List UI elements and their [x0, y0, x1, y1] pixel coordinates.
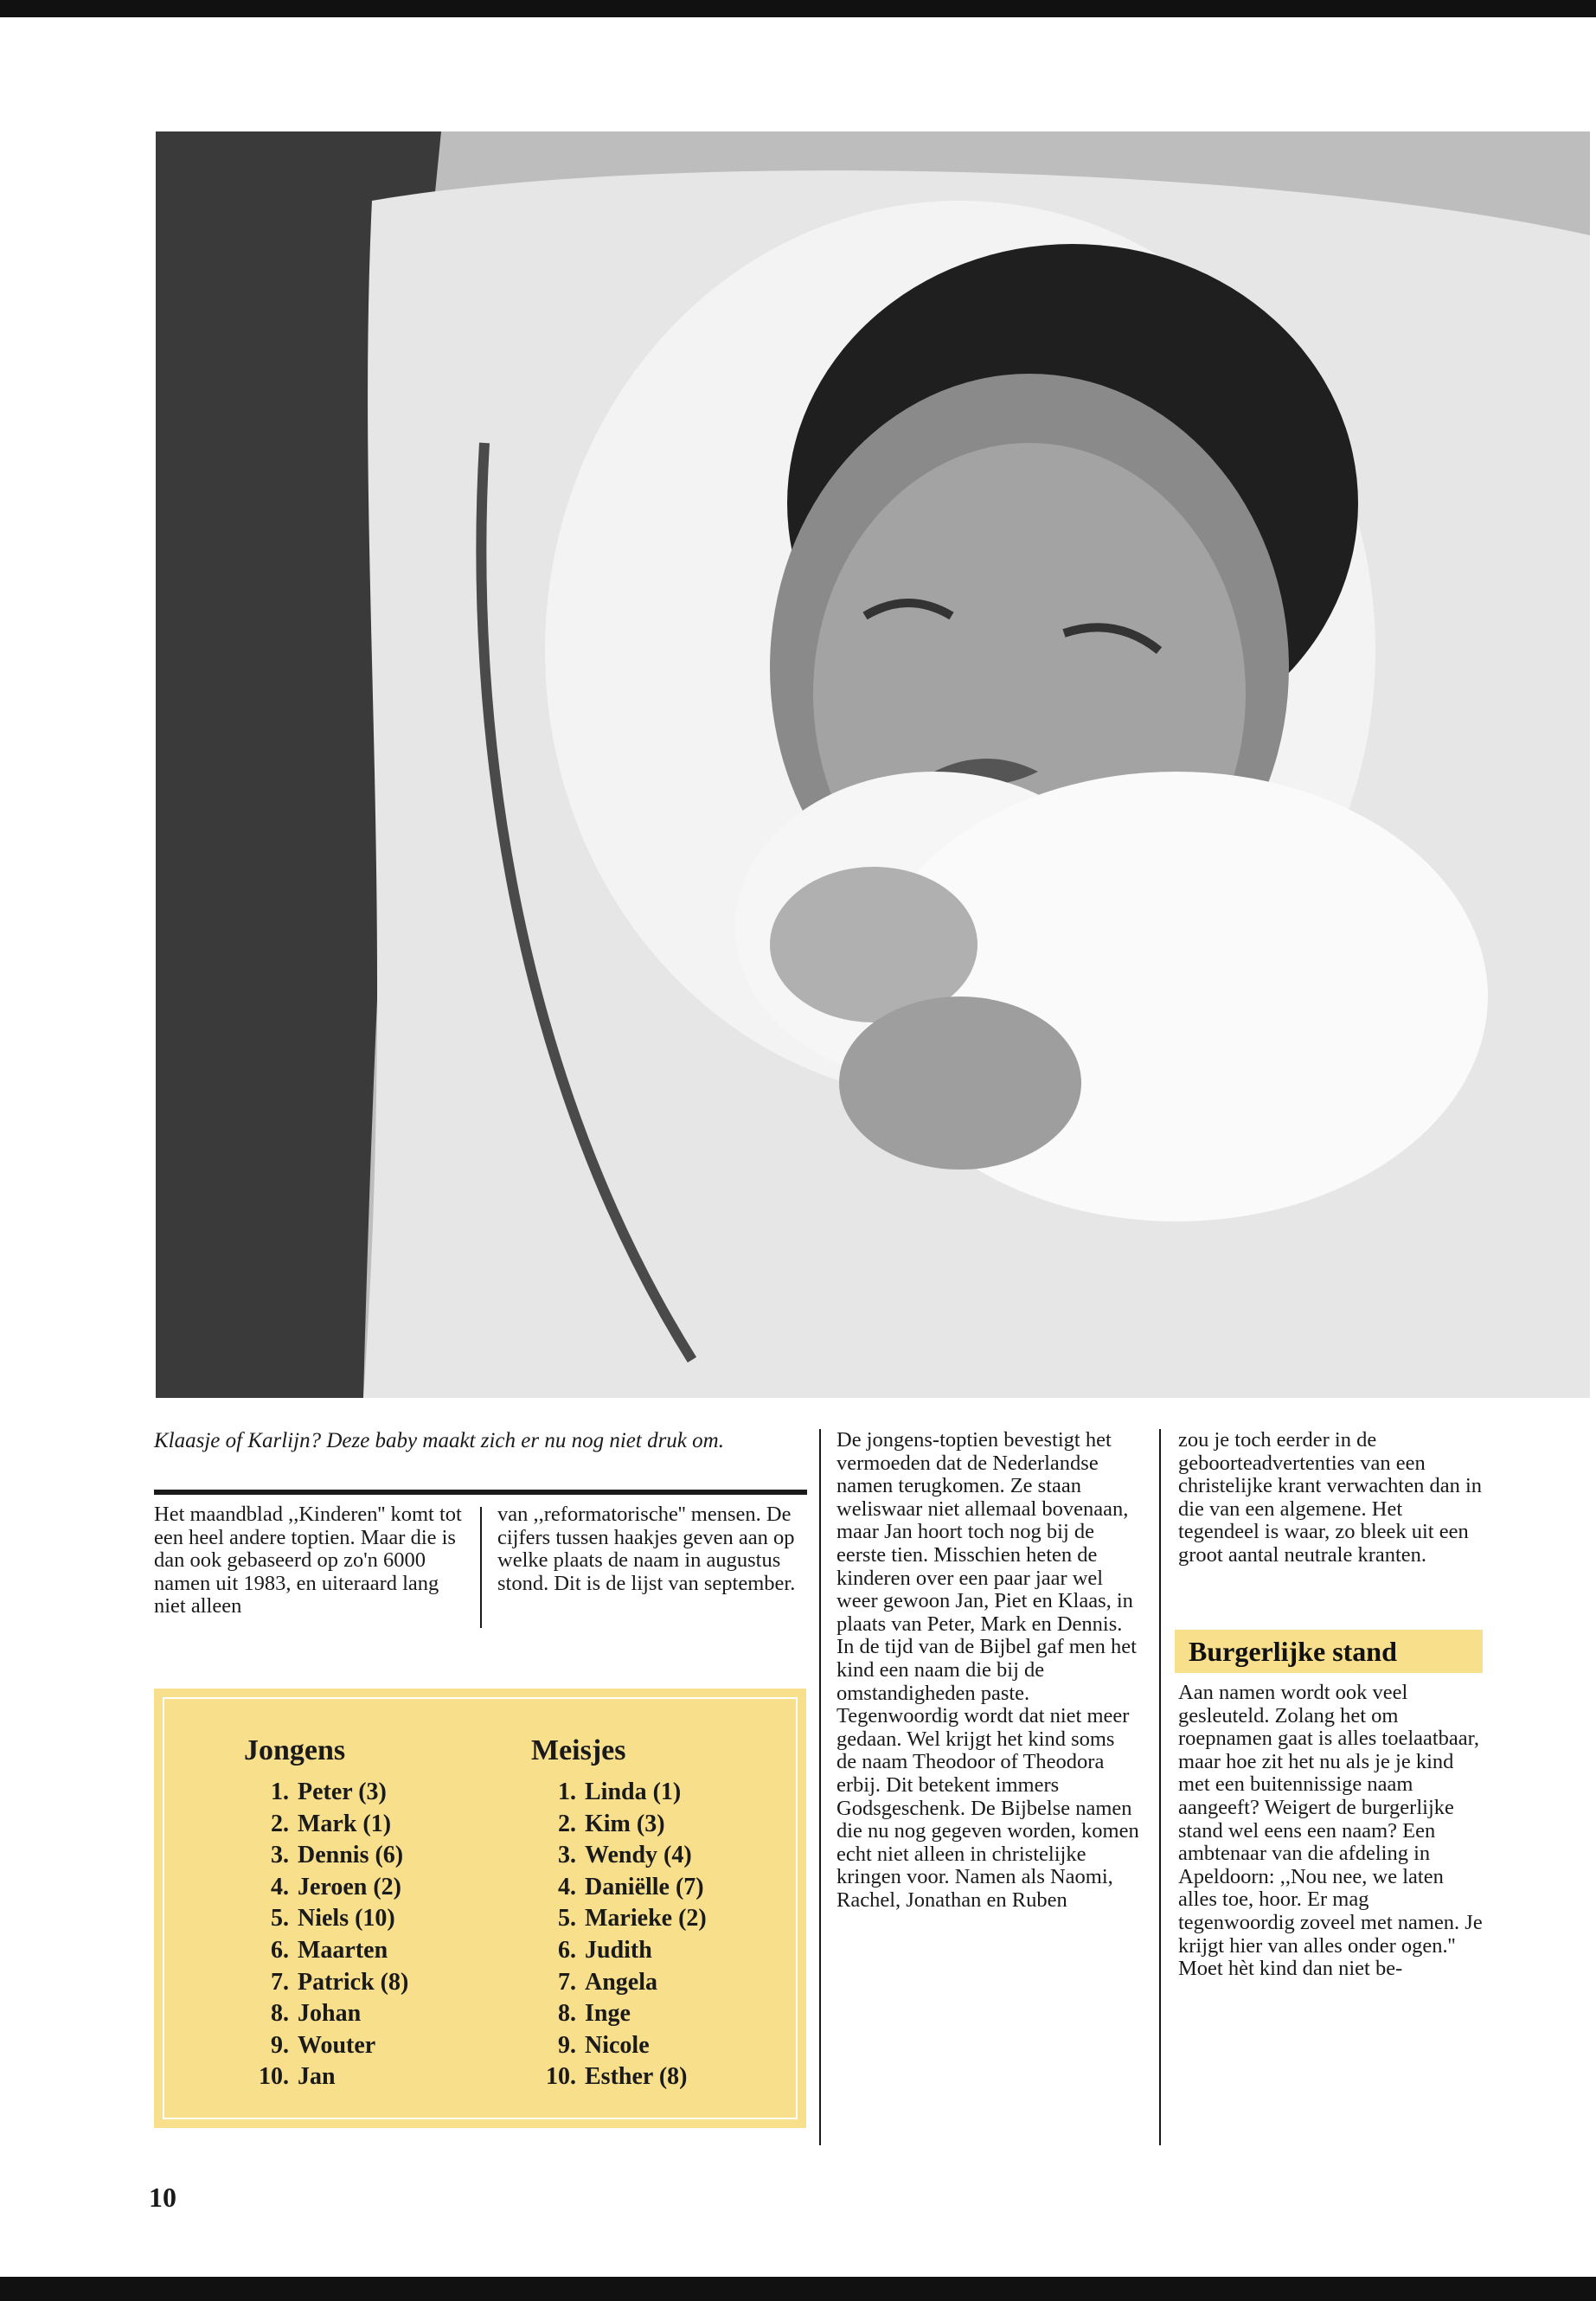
article-text-4b: Aan namen wordt ook veel gesleuteld. Zolang het om roepnamen gaat is alles toelaatbaar, maar hoe zit het nu als je je kind met een buitennissige naam aangeeft? Weigert de burgerlijke stand wel eens een naam? Een ambtenaar van die afdeling in Apeldoorn: ,,Nou nee, we laten alles toe, hoor. Er mag tegenwoordig zoveel met namen. Je krijgt hier van alles onder ogen.'' — [1178, 1681, 1483, 1958]
list-item: 5. Marieke (2) — [558, 1905, 707, 1932]
list-item: 6. Maarten — [271, 1936, 388, 1964]
baby-photo — [156, 131, 1590, 1398]
top10-box — [154, 1689, 806, 2128]
boys-heading: Jongens — [244, 1734, 346, 1766]
column-divider — [1159, 1429, 1161, 2145]
article-column-3 — [836, 1429, 1139, 1912]
bottom-border — [0, 2277, 1596, 2301]
list-item: 10. Esther (8) — [546, 2063, 688, 2091]
article-column-4 — [1178, 1429, 1483, 1567]
girls-heading: Meisjes — [531, 1734, 626, 1766]
list-item: 2. Mark (1) — [271, 1810, 392, 1837]
list-item: 8. Inge — [558, 2000, 631, 2028]
baby-photo-illustration — [156, 131, 1590, 1398]
column-divider — [480, 1507, 482, 1628]
column-divider — [819, 1429, 821, 2145]
list-item: 1. Peter (3) — [271, 1779, 387, 1805]
article-text-4c: Moet hèt kind dan niet be- — [1178, 1957, 1403, 1981]
list-item: 1. Linda (1) — [558, 1779, 682, 1805]
list-item: 5. Niels (10) — [271, 1905, 395, 1932]
girls-list — [531, 1732, 707, 2093]
intro-column-1 — [154, 1503, 467, 1618]
article-text-4: zou je toch eerder in de geboorteadvertenties van een christelijke krant verwachten dan in die van een algemene. Het tegendeel is waar, zo bleek uit een groot aantal neutrale kranten. — [1178, 1428, 1483, 1567]
list-item: 3. Wendy (4) — [558, 1842, 692, 1869]
intro-text-2: van ,,reformatorische'' mensen. De cijfers tussen haakjes geven aan op welke plaats de naam in augustus stond. Dit is de lijst van september. — [497, 1503, 796, 1595]
page-number: 10 — [149, 2182, 176, 2213]
list-item: 9. Wouter — [271, 2031, 376, 2059]
intro-column-2 — [497, 1503, 809, 1595]
top-border — [0, 0, 1596, 17]
list-item: 7. Angela — [558, 1968, 657, 1996]
list-item: 6. Judith — [558, 1936, 652, 1964]
list-item: 10. Jan — [259, 2063, 336, 2091]
caption-rule — [154, 1490, 807, 1495]
article-column-4-continued — [1178, 1682, 1483, 1981]
boys-list — [244, 1732, 408, 2093]
photo-caption: Klaasje of Karlijn? Deze baby maakt zich er nu nog niet druk om. — [154, 1429, 724, 1452]
list-item: 7. Patrick (8) — [271, 1968, 409, 1996]
top10-box-inner — [163, 1697, 798, 2119]
list-item: 9. Nicole — [558, 2031, 650, 2059]
list-item: 8. Johan — [271, 2000, 362, 2028]
section-heading: Burgerlijke stand — [1175, 1630, 1483, 1673]
list-item: 3. Dennis (6) — [271, 1842, 404, 1869]
intro-text-1: Het maandblad ,,Kinderen'' komt tot een heel andere toptien. Maar die is dan ook gebaseerd op zo'n 6000 namen uit 1983, en uiteraard lang niet alleen — [154, 1503, 462, 1618]
list-item: 4. Jeroen (2) — [271, 1873, 401, 1900]
list-item: 4. Daniëlle (7) — [558, 1873, 704, 1900]
article-text-3: De jongens-toptien bevestigt het vermoeden dat de Nederlandse namen terugkomen. Ze staan weliswaar niet allemaal bovenaan, maar Jan hoort toch nog bij de eerste tien. Misschien heten de kinderen over een paar jaar wel weer gewoon Jan, Piet en Klaas, in plaats van Peter, Mark en Dennis. In de tijd van de Bijbel gaf men het kind een naam die bij de omstandigheden paste. Tegenwoordig wordt dat niet meer gedaan. Wel krijgt het kind soms de naam Theodoor of Theodora erbij. Dit betekent immers Godsgeschenk. De Bijbelse namen die nu nog gegeven worden, komen echt niet alleen in christelijke kringen voor. Namen als Naomi, Rachel, Jonathan en Ruben — [836, 1428, 1139, 1912]
list-item: 2. Kim (3) — [558, 1810, 665, 1837]
